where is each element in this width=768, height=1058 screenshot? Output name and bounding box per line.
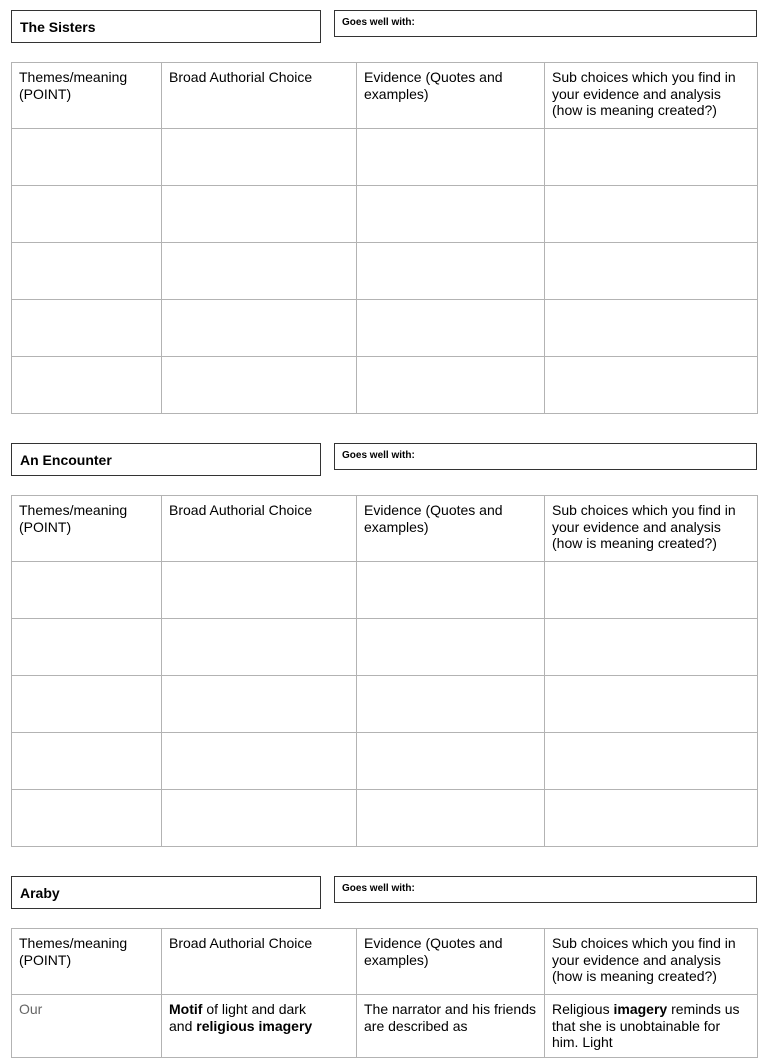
table-cell[interactable]: [162, 186, 357, 243]
table-cell[interactable]: [12, 357, 162, 414]
table-cell[interactable]: [545, 357, 758, 414]
table-cell[interactable]: [12, 733, 162, 790]
story-title: The Sisters: [11, 10, 321, 43]
choice-text: and: [169, 1017, 197, 1034]
table-cell[interactable]: [545, 733, 758, 790]
column-header-evidence: Evidence (Quotes and examples): [357, 63, 545, 129]
table-cell[interactable]: [12, 790, 162, 847]
table-cell[interactable]: [357, 129, 545, 186]
table-cell[interactable]: [357, 243, 545, 300]
table-cell[interactable]: [162, 562, 357, 619]
table-cell[interactable]: [162, 243, 357, 300]
table-cell[interactable]: [357, 733, 545, 790]
column-header-themes: Themes/meaning (POINT): [12, 63, 162, 129]
theme-cell[interactable]: Our: [12, 995, 162, 1058]
table-cell[interactable]: [12, 676, 162, 733]
choice-bold-motif: Motif: [169, 1001, 203, 1017]
goes-well-with-field[interactable]: Goes well with:: [334, 876, 757, 903]
table-cell[interactable]: [162, 129, 357, 186]
table-header-row: [12, 929, 758, 995]
column-header-subchoices: Sub choices which you find in your evidence and analysis (how is meaning created?): [545, 63, 758, 129]
table-row: [12, 676, 758, 733]
table-row: [12, 562, 758, 619]
analysis-table: [11, 495, 758, 847]
table-row: [12, 995, 758, 1058]
table-cell[interactable]: [357, 790, 545, 847]
table-header-row: [12, 496, 758, 562]
table-cell[interactable]: [357, 562, 545, 619]
table-cell[interactable]: [545, 300, 758, 357]
table-cell[interactable]: [12, 619, 162, 676]
table-cell[interactable]: [545, 129, 758, 186]
column-header-evidence: Evidence (Quotes and examples): [357, 496, 545, 562]
table-row: [12, 790, 758, 847]
goes-well-with-field[interactable]: Goes well with:: [334, 10, 757, 37]
table-row: [12, 300, 758, 357]
table-cell[interactable]: [12, 129, 162, 186]
subchoice-text: Religious: [552, 1001, 614, 1017]
column-header-choice: Broad Authorial Choice: [162, 496, 357, 562]
table-header-row: [12, 63, 758, 129]
table-cell[interactable]: [162, 790, 357, 847]
table-cell[interactable]: [162, 733, 357, 790]
subchoice-text: reminds us that she is unobtainable for him. Light: [552, 1001, 740, 1050]
table-row: [12, 129, 758, 186]
choice-text: of light and dark: [202, 1001, 306, 1017]
analysis-table: [11, 62, 758, 414]
subchoice-cell[interactable]: [545, 995, 758, 1058]
table-cell[interactable]: [357, 357, 545, 414]
table-cell[interactable]: [545, 790, 758, 847]
table-cell[interactable]: [12, 300, 162, 357]
column-header-themes: Themes/meaning (POINT): [12, 496, 162, 562]
table-cell[interactable]: [545, 619, 758, 676]
table-row: [12, 186, 758, 243]
table-row: [12, 733, 758, 790]
table-cell[interactable]: [162, 300, 357, 357]
table-cell[interactable]: [357, 676, 545, 733]
choice-bold-imagery: religious imagery: [196, 1017, 313, 1034]
column-header-themes: Themes/meaning (POINT): [12, 929, 162, 995]
column-header-subchoices: Sub choices which you find in your evidence and analysis (how is meaning created?): [545, 496, 758, 562]
analysis-table: [11, 928, 758, 1058]
table-row: [12, 619, 758, 676]
table-cell[interactable]: [545, 676, 758, 733]
column-header-choice: Broad Authorial Choice: [162, 929, 357, 995]
table-cell[interactable]: [357, 619, 545, 676]
table-row: [12, 357, 758, 414]
evidence-cell[interactable]: The narrator and his friends are described as: [357, 995, 545, 1058]
table-cell[interactable]: [357, 300, 545, 357]
table-cell[interactable]: [12, 562, 162, 619]
table-row: [12, 243, 758, 300]
table-cell[interactable]: [12, 243, 162, 300]
table-cell[interactable]: [545, 562, 758, 619]
column-header-evidence: Evidence (Quotes and examples): [357, 929, 545, 995]
table-cell[interactable]: [545, 186, 758, 243]
story-title: An Encounter: [11, 443, 321, 476]
goes-well-with-field[interactable]: Goes well with:: [334, 443, 757, 470]
table-cell[interactable]: [12, 186, 162, 243]
table-cell[interactable]: [162, 357, 357, 414]
table-cell[interactable]: [545, 243, 758, 300]
story-title: Araby: [11, 876, 321, 909]
table-cell[interactable]: [162, 676, 357, 733]
column-header-subchoices: Sub choices which you find in your evidence and analysis (how is meaning created?): [545, 929, 758, 995]
table-cell[interactable]: [357, 186, 545, 243]
table-cell[interactable]: [162, 619, 357, 676]
column-header-choice: Broad Authorial Choice: [162, 63, 357, 129]
subchoice-bold: imagery: [613, 1001, 668, 1017]
choice-cell[interactable]: [162, 995, 357, 1058]
